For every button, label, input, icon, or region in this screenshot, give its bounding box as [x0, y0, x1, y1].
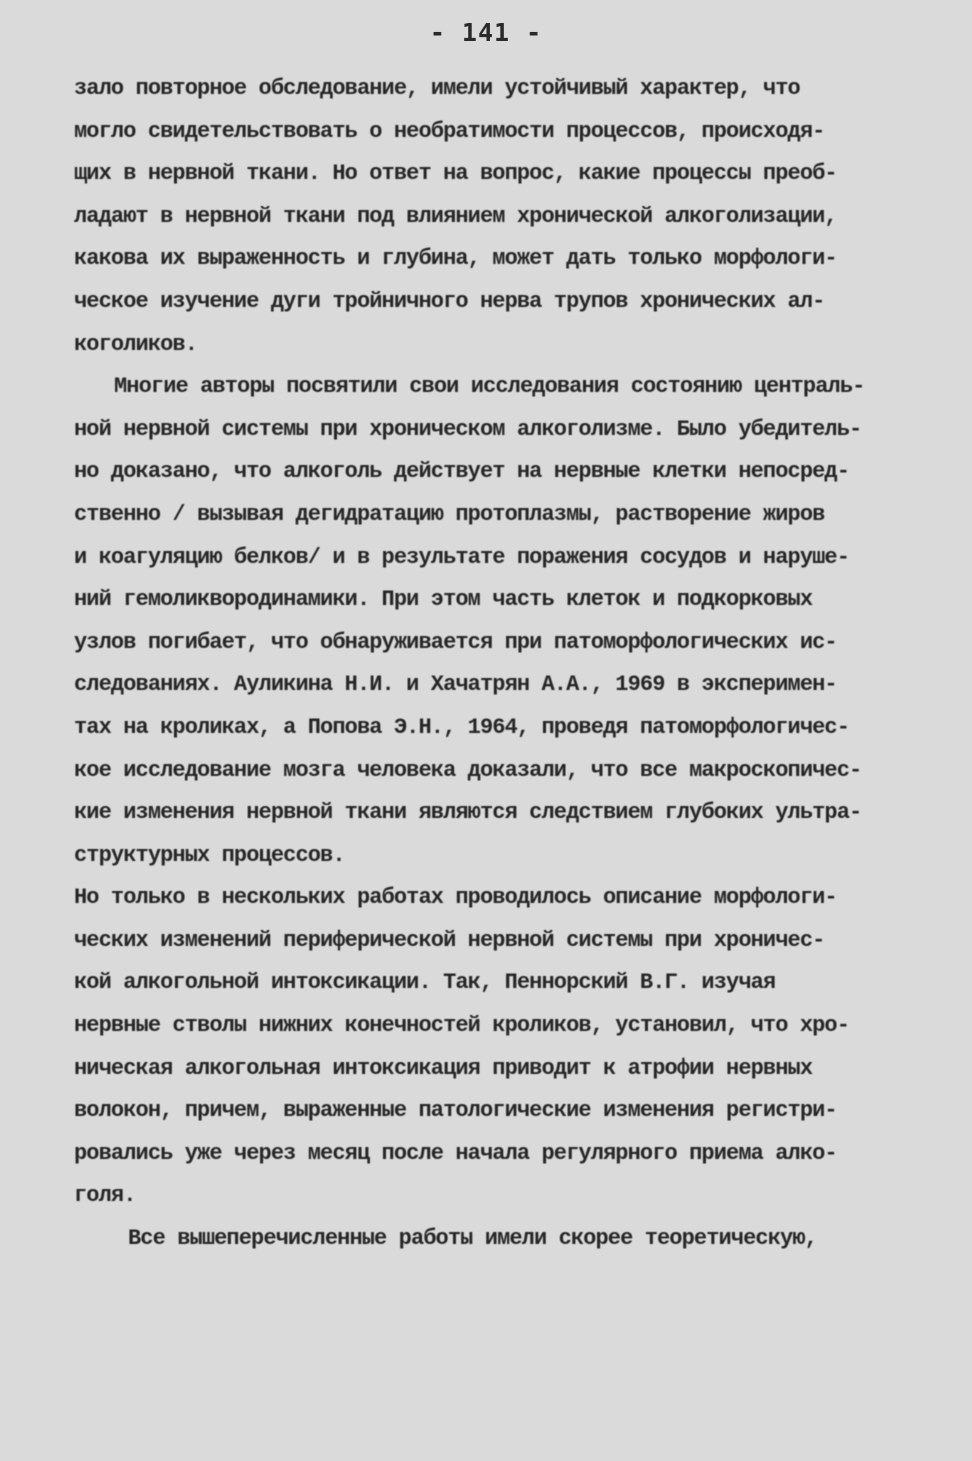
text-line: Но только в нескольких работах проводилось описание морфологи-: [74, 885, 837, 911]
paragraph-2: [74, 366, 904, 877]
text-line: узлов погибает, что обнаруживается при патоморфологических ис-: [74, 629, 837, 655]
page-number: - 141 -: [429, 18, 543, 47]
text-line: ной нервной системы при хроническом алкоголизме. Было убедитель-: [74, 416, 862, 442]
paragraph-4: [74, 1218, 904, 1261]
text-line: тах на кроликах, а Попова Э.Н., 1964, проведя патоморфологичес-: [74, 714, 850, 740]
paragraph-3: [74, 877, 904, 1218]
text-line: какова их выраженность и глубина, может дать только морфологи-: [74, 246, 837, 272]
text-line: волокон, причем, выраженные патологические изменения регистри-: [74, 1098, 837, 1124]
text-line: ладают в нервной ткани под влиянием хронической алкоголизации,: [74, 203, 837, 229]
text-line: и коагуляцию белков/ и в результате поражения сосудов и наруше-: [74, 544, 850, 570]
text-line: ническая алкогольная интоксикация приводит к атрофии нервных: [74, 1055, 813, 1081]
text-line: голя.: [74, 1183, 136, 1209]
text-line: кое исследование мозга человека доказали, что все макроскопичес-: [74, 757, 862, 783]
text-line: кие изменения нервной ткани являются следствием глубоких ультра-: [74, 800, 862, 826]
text-line: ческое изучение дуги тройничного нерва трупов хронических ал-: [74, 288, 825, 314]
text-line: могло свидетельствовать о необратимости процессов, происходя-: [74, 118, 825, 144]
text-line: Все вышеперечисленные работы имели скорее теоретическую,: [128, 1226, 817, 1252]
text-line: ровались уже через месяц после начала регулярного приема алко-: [74, 1140, 837, 1166]
text-line: структурных процессов.: [74, 842, 345, 868]
text-line: ственно / вызывая дегидратацию протоплазмы, растворение жиров: [74, 501, 825, 527]
text-line: но доказано, что алкоголь действует на нервные клетки непосред-: [74, 459, 850, 485]
text-line: ческих изменений периферической нервной системы при хроничес-: [74, 927, 825, 953]
text-line: коголиков.: [74, 331, 198, 357]
paragraph-1: [74, 68, 904, 366]
document-body: [74, 68, 904, 1261]
text-line: следованиях. Ауликина Н.И. и Хачатрян А.А., 1969 в эксперимен-: [74, 672, 837, 698]
text-line: зало повторное обследование, имели устойчивый характер, что: [74, 76, 800, 101]
text-line: кой алкогольной интоксикации. Так, Пеннорский В.Г. изучая: [74, 970, 776, 996]
text-line: Многие авторы посвятили свои исследования состоянию централь-: [114, 374, 865, 400]
text-line: нервные стволы нижних конечностей кроликов, установил, что хро-: [74, 1013, 850, 1039]
text-line: щих в нервной ткани. Но ответ на вопрос, какие процессы преоб-: [74, 161, 837, 187]
text-line: ний гемоликвородинамики. При этом часть клеток и подкорковых: [74, 587, 813, 613]
